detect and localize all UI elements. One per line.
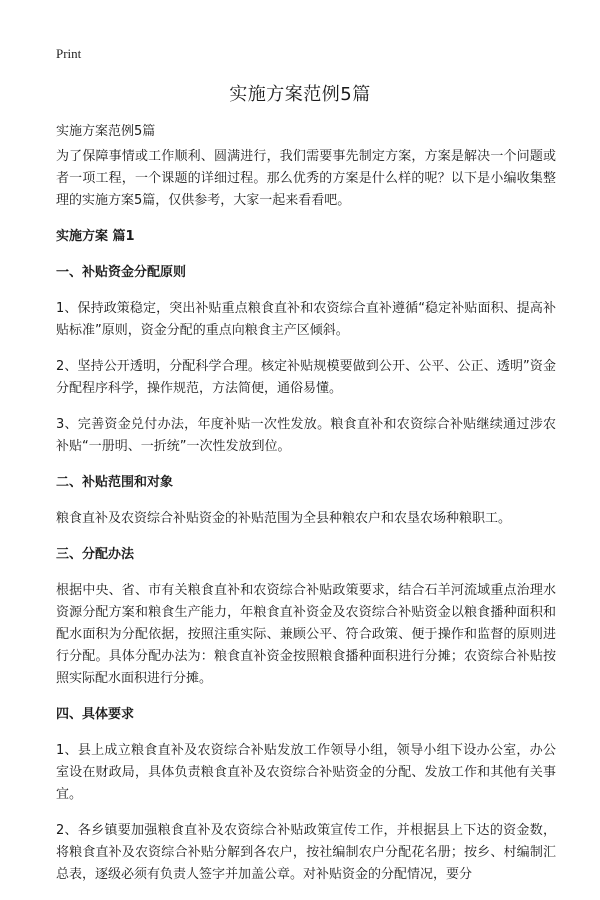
- print-link[interactable]: Print: [56, 46, 82, 61]
- body-paragraph: 3、完善资金兑付办法，年度补贴一次性发放。粮食直补和农资综合补贴继续通过涉农补贴“一册明、一折统”一次性发放到位。: [56, 417, 556, 454]
- intro-paragraph: 为了保障事情或工作顺利、圆满进行，我们需要事先制定方案，方案是解决一个问题或者一项工程，一个课题的详细过程。那么优秀的方案是什么样的呢？以下是小编收集整理的实施方案5篇，仅供参考，大家一起来看看吧。: [56, 149, 556, 208]
- body-paragraph: 2、坚持公开透明，分配科学合理。核定补贴规模要做到公开、公平、公正、透明”资金分配程序科学，操作规范，方法简便，通俗易懂。: [56, 359, 556, 396]
- body-paragraph: 1、县上成立粮食直补及农资综合补贴发放工作领导小组，领导小组下设办公室，办公室设在财政局，具体负责粮食直补及农资综合补贴资金的分配、发放工作和其他有关事宜。: [56, 743, 556, 802]
- section-heading: 一、补贴资金分配原则: [56, 265, 187, 280]
- part-heading: 实施方案 篇1: [56, 229, 135, 244]
- body-paragraph: 1、保持政策稳定，突出补贴重点粮食直补和农资综合直补遵循“稳定补贴面积、提高补贴标准”原则，资金分配的重点向粮食主产区倾斜。: [56, 301, 556, 338]
- document-body: [56, 146, 556, 900]
- body-paragraph: 2、各乡镇要加强粮食直补及农资综合补贴政策宣传工作，并根据县上下达的资金数，将粮食直补及农资综合补贴分解到各农户，按社编制农户分配花名册；按乡、村编制汇总表，逐级必须有负责人签字并加盖公章。对补贴资金的分配情况，要分: [56, 823, 556, 882]
- document-subtitle: 实施方案范例5篇: [56, 124, 156, 139]
- section-heading: 四、具体要求: [56, 707, 135, 722]
- section-heading: 三、分配办法: [56, 547, 135, 562]
- body-paragraph: 粮食直补及农资综合补贴资金的补贴范围为全县种粮农户和农垦农场种粮职工。: [56, 511, 512, 526]
- document-title: 实施方案范例5篇: [229, 84, 371, 105]
- body-paragraph: 根据中央、省、市有关粮食直补和农资综合补贴政策要求，结合石羊河流域重点治理水资源分配方案和粮食生产能力，年粮食直补资金及农资综合补贴资金以粮食播种面积和配水面积为分配依据，按照注重实际、兼顾公平、符合政策、便于操作和监督的原则进行分配。具体分配办法为：粮食直补资金按照粮食播种面积进行分摊；农资综合补贴按照实际配水面积进行分摊。: [56, 583, 556, 686]
- section-heading: 二、补贴范围和对象: [56, 475, 174, 490]
